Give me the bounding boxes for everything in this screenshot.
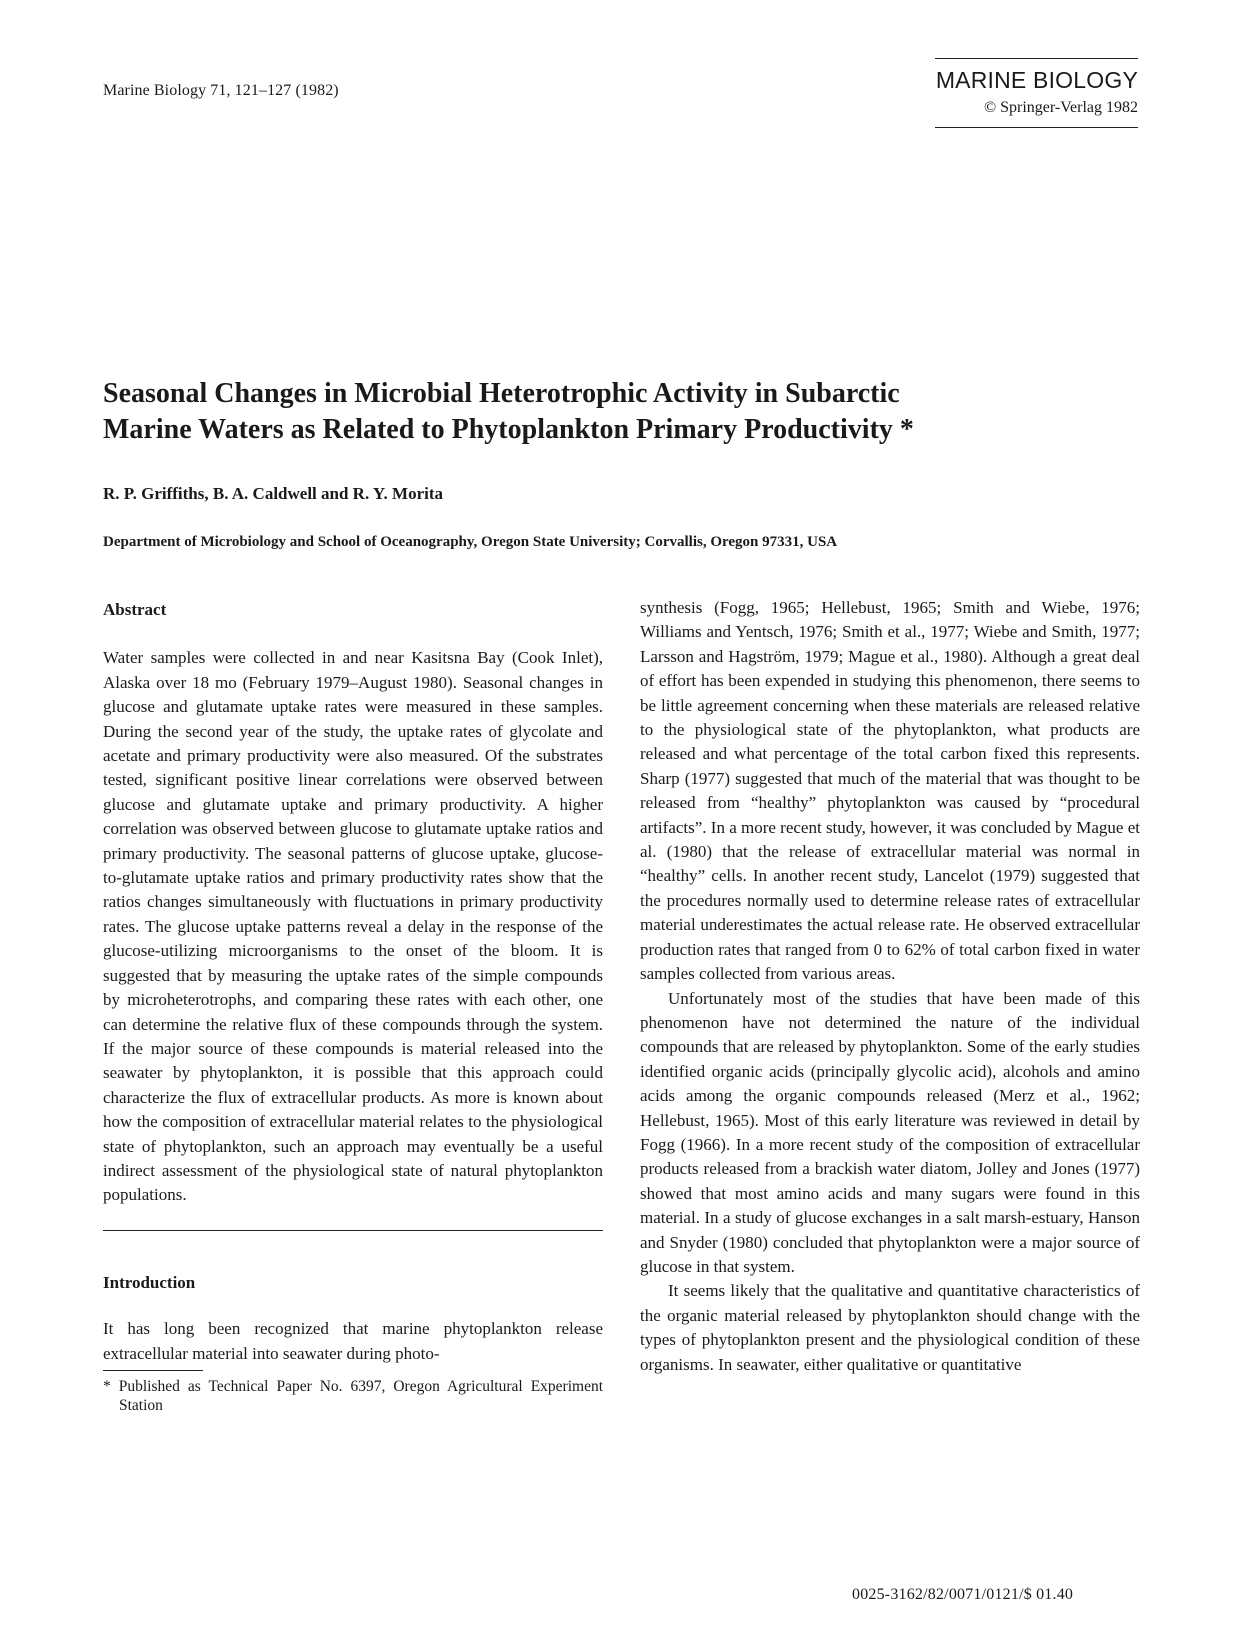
- copyright-notice: © Springer-Verlag 1982: [983, 99, 1138, 117]
- introduction-paragraph-3: It seems likely that the qualitative and quantitative characteristics of the organic material released by phytoplankton should change with the types of phytoplankton present and the physiological condition of these organisms. In seawater, either qualitative or quantitative: [640, 1281, 1140, 1374]
- abstract-text: Water samples were collected in and near Kasitsna Bay (Cook Inlet), Alaska over 18 mo (February 1979–August 1980). Seasonal changes in glucose and glutamate uptake rates were measured in these samples. During the second year of the study, the uptake rates of glycolate and acetate and primary productivity were also measured. Of the substrates tested, significant positive linear correlations were observed between glucose and glutamate uptake and primary productivity. A higher correlation was observed between glucose to glutamate uptake ratios and primary productivity. The seasonal patterns of glucose uptake, glucose-to-glutamate uptake ratios and primary productivity rates show that the ratios changes simultaneously with fluctuations in primary productivity rates. The glucose uptake patterns reveal a delay in the response of the glucose-utilizing microorganisms to the onset of the bloom. It is suggested that by measuring the uptake rates of the simple compounds by microheterotrophs, and comparing these rates with each other, one can determine the relative flux of these compounds through the system. If the major source of these compounds is material released into the seawater by phytoplankton, it is possible that this approach could characterize the flux of extracellular products. As more is known about how the composition of extracellular material relates to the physiological state of phytoplankton, such an approach may eventually be a useful indirect assessment of the physiological state of natural phytoplankton populations.: [103, 648, 603, 1205]
- title-line-2: Marine Waters as Related to Phytoplankton Primary Productivity *: [103, 414, 914, 445]
- introduction-paragraph-2: Unfortunately most of the studies that have been made of this phenomenon have not determined the nature of the individual compounds that are released by phytoplankton. Some of the early studies identified organic acids (principally glycolic acid), alcohols and amino acids among the organic compounds released (Merz et al., 1962; Hellebust, 1965). Most of this early literature was reviewed in detail by Fogg (1966). In a more recent study of the composition of extracellular products released from a brackish water diatom, Jolley and Jones (1977) showed that most amino acids and many sugars were found in this material. In a study of glucose exchanges in a salt marsh-estuary, Hanson and Snyder (1980) concluded that phytoplankton were a major source of glucose in that system.: [640, 988, 1140, 1276]
- document-code: 0025-3162/82/0071/0121/$ 01.40: [852, 1586, 1074, 1603]
- journal-reference: Marine Biology 71, 121–127 (1982): [103, 82, 339, 99]
- journal-masthead: [935, 58, 1138, 128]
- journal-name: MARINE BIOLOGY: [935, 67, 1138, 93]
- author-affiliation: Department of Microbiology and School of Oceanography, Oregon State University; Corvallis, Oregon 97331, USA: [103, 534, 838, 550]
- article-title: [103, 376, 1083, 448]
- introduction-paragraph-continued: synthesis (Fogg, 1965; Hellebust, 1965; Smith and Wiebe, 1976; Williams and Yentsch, 1976; Smith et al., 1977; Wiebe and Smith, 1977; Larsson and Hagström, 1979; Mague et al., 1980). Although a great deal of effort has been expended in studying this phenomenon, there seems to be little agreement concerning when these materials are released relative to the physiological state of the phytoplankton, what products are released and what percentage of the total carbon fixed this represents. Sharp (1977) suggested that much of the material that was thought to be released from “healthy” phytoplankton was caused by “procedural artifacts”. In a more recent study, however, it was concluded by Mague et al. (1980) that the release of extracellular material was normal in “healthy” cells. In another recent study, Lancelot (1979) suggested that the procedures normally used to determine release rates of extracellular material underestimates the actual release rate. He observed extracellular production rates that ranged from 0 to 62% of total carbon fixed in water samples collected from various areas.: [640, 598, 1140, 984]
- right-column: [640, 596, 1140, 1377]
- abstract-heading: Abstract: [103, 600, 167, 619]
- section-divider: [103, 1230, 603, 1231]
- introduction-heading: Introduction: [103, 1272, 196, 1292]
- footnote-divider: [103, 1370, 203, 1371]
- footnote: * Published as Technical Paper No. 6397, Oregon Agricultural Experiment Station: [103, 1377, 603, 1414]
- title-line-1: Seasonal Changes in Microbial Heterotrophic Activity in Subarctic: [103, 378, 900, 409]
- introduction-paragraph-start: It has long been recognized that marine phytoplankton release extracellular material into seawater during photo-: [103, 1319, 603, 1363]
- author-list: R. P. Griffiths, B. A. Caldwell and R. Y. Morita: [103, 484, 444, 503]
- left-column: [103, 598, 603, 1415]
